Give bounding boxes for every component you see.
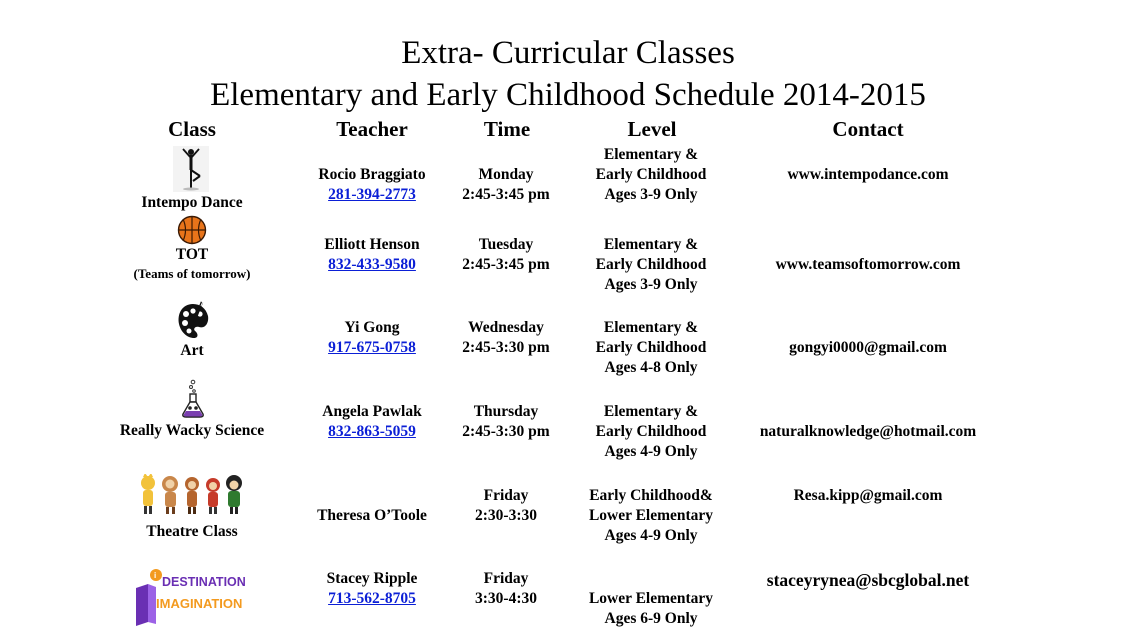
level-ages: Ages 4-9 Only [604, 443, 698, 460]
level-line: Lower Elementary [588, 590, 714, 607]
class-name: Intempo Dance [141, 194, 243, 211]
teacher-name: Stacey Ripple [326, 570, 418, 587]
page-subtitle: Elementary and Early Childhood Schedule 2014-2015 [210, 77, 926, 113]
level-line: Early Childhood [595, 256, 707, 273]
header-time: Time [483, 117, 531, 141]
level-ages: Ages 3-9 Only [604, 276, 698, 293]
level-ages: Ages 4-8 Only [604, 359, 698, 376]
time-cell [446, 402, 566, 442]
teacher-cell [292, 318, 452, 358]
level-line: Elementary & [603, 403, 699, 420]
time-cell [446, 486, 566, 526]
teacher-name: Angela Pawlak [322, 403, 422, 420]
class-day: Wednesday [468, 319, 544, 336]
header-contact: Contact [832, 117, 904, 141]
teacher-cell [292, 569, 452, 609]
destination-imagination-logo [134, 566, 258, 628]
teacher-name: Elliott Henson [324, 236, 420, 253]
class-time: 2:45-3:30 pm [462, 423, 550, 440]
time-cell [446, 165, 566, 205]
contact-website: www.teamsoftomorrow.com [775, 256, 961, 273]
teacher-phone-link[interactable]: 713-562-8705 [328, 590, 416, 607]
class-day: Friday [483, 487, 529, 504]
basketball-icon [177, 215, 207, 245]
svg-text:i: i [154, 571, 157, 580]
teacher-cell [292, 235, 452, 275]
level-line: Lower Elementary [588, 507, 714, 524]
teacher-name: Rocio Braggiato [318, 166, 426, 183]
teacher-cell [292, 506, 452, 526]
level-line: Early Childhood& [589, 487, 713, 504]
header-teacher: Teacher [336, 117, 408, 141]
level-cell [571, 486, 731, 546]
level-line: Early Childhood [595, 166, 707, 183]
teacher-cell [292, 402, 452, 442]
costumed-kids-icon [138, 474, 246, 516]
class-time: 3:30-4:30 [475, 590, 537, 607]
time-cell [446, 235, 566, 275]
level-line: Early Childhood [595, 423, 707, 440]
level-line: Elementary & [603, 319, 699, 336]
class-name: Theatre Class [146, 523, 238, 540]
level-cell [571, 402, 731, 462]
level-ages: Ages 4-9 Only [604, 527, 698, 544]
level-ages: Ages 3-9 Only [604, 186, 698, 203]
header-class: Class [168, 117, 216, 141]
class-subtitle: (Teams of tomorrow) [133, 266, 251, 281]
class-name: Really Wacky Science [119, 422, 265, 439]
level-line: Elementary & [603, 146, 699, 163]
teacher-name: Yi Gong [344, 319, 400, 336]
level-cell [571, 589, 731, 629]
class-day: Friday [483, 570, 529, 587]
class-day: Monday [478, 166, 534, 183]
class-time: 2:45-3:30 pm [462, 339, 550, 356]
dancer-icon [173, 146, 209, 192]
class-time: 2:45-3:45 pm [462, 256, 550, 273]
class-day: Thursday [473, 403, 539, 420]
logo-text-imagination: IMAGINATION [156, 596, 243, 611]
paint-palette-icon [176, 300, 210, 342]
level-cell [571, 318, 731, 378]
contact-email: gongyi0000@gmail.com [789, 339, 947, 356]
teacher-phone-link[interactable]: 917-675-0758 [328, 339, 416, 356]
class-day: Tuesday [478, 236, 534, 253]
teacher-phone-link[interactable]: 832-863-5059 [328, 423, 416, 440]
time-cell [446, 569, 566, 609]
level-cell [571, 145, 731, 205]
contact-email: Resa.kipp@gmail.com [793, 487, 943, 504]
logo-text-destination: DESTINATION [162, 575, 246, 589]
science-flask-icon [180, 379, 206, 419]
level-line: Early Childhood [595, 339, 707, 356]
teacher-phone-link[interactable]: 832-433-9580 [328, 256, 416, 273]
class-name: TOT [175, 246, 209, 263]
level-line: Elementary & [603, 236, 699, 253]
time-cell [446, 318, 566, 358]
class-time: 2:30-3:30 [475, 507, 537, 524]
teacher-phone-link[interactable]: 281-394-2773 [328, 186, 416, 203]
page-title: Extra- Curricular Classes [401, 35, 735, 71]
teacher-name: Theresa O’Toole [317, 507, 427, 524]
class-name: Art [180, 342, 204, 359]
contact-email: naturalknowledge@hotmail.com [759, 423, 977, 440]
level-ages: Ages 6-9 Only [604, 610, 698, 627]
contact-email: staceyrynea@sbcglobal.net [766, 570, 970, 590]
contact-website: www.intempodance.com [787, 166, 949, 183]
class-time: 2:45-3:45 pm [462, 186, 550, 203]
level-cell [571, 235, 731, 295]
teacher-cell [292, 165, 452, 205]
header-level: Level [627, 117, 677, 141]
